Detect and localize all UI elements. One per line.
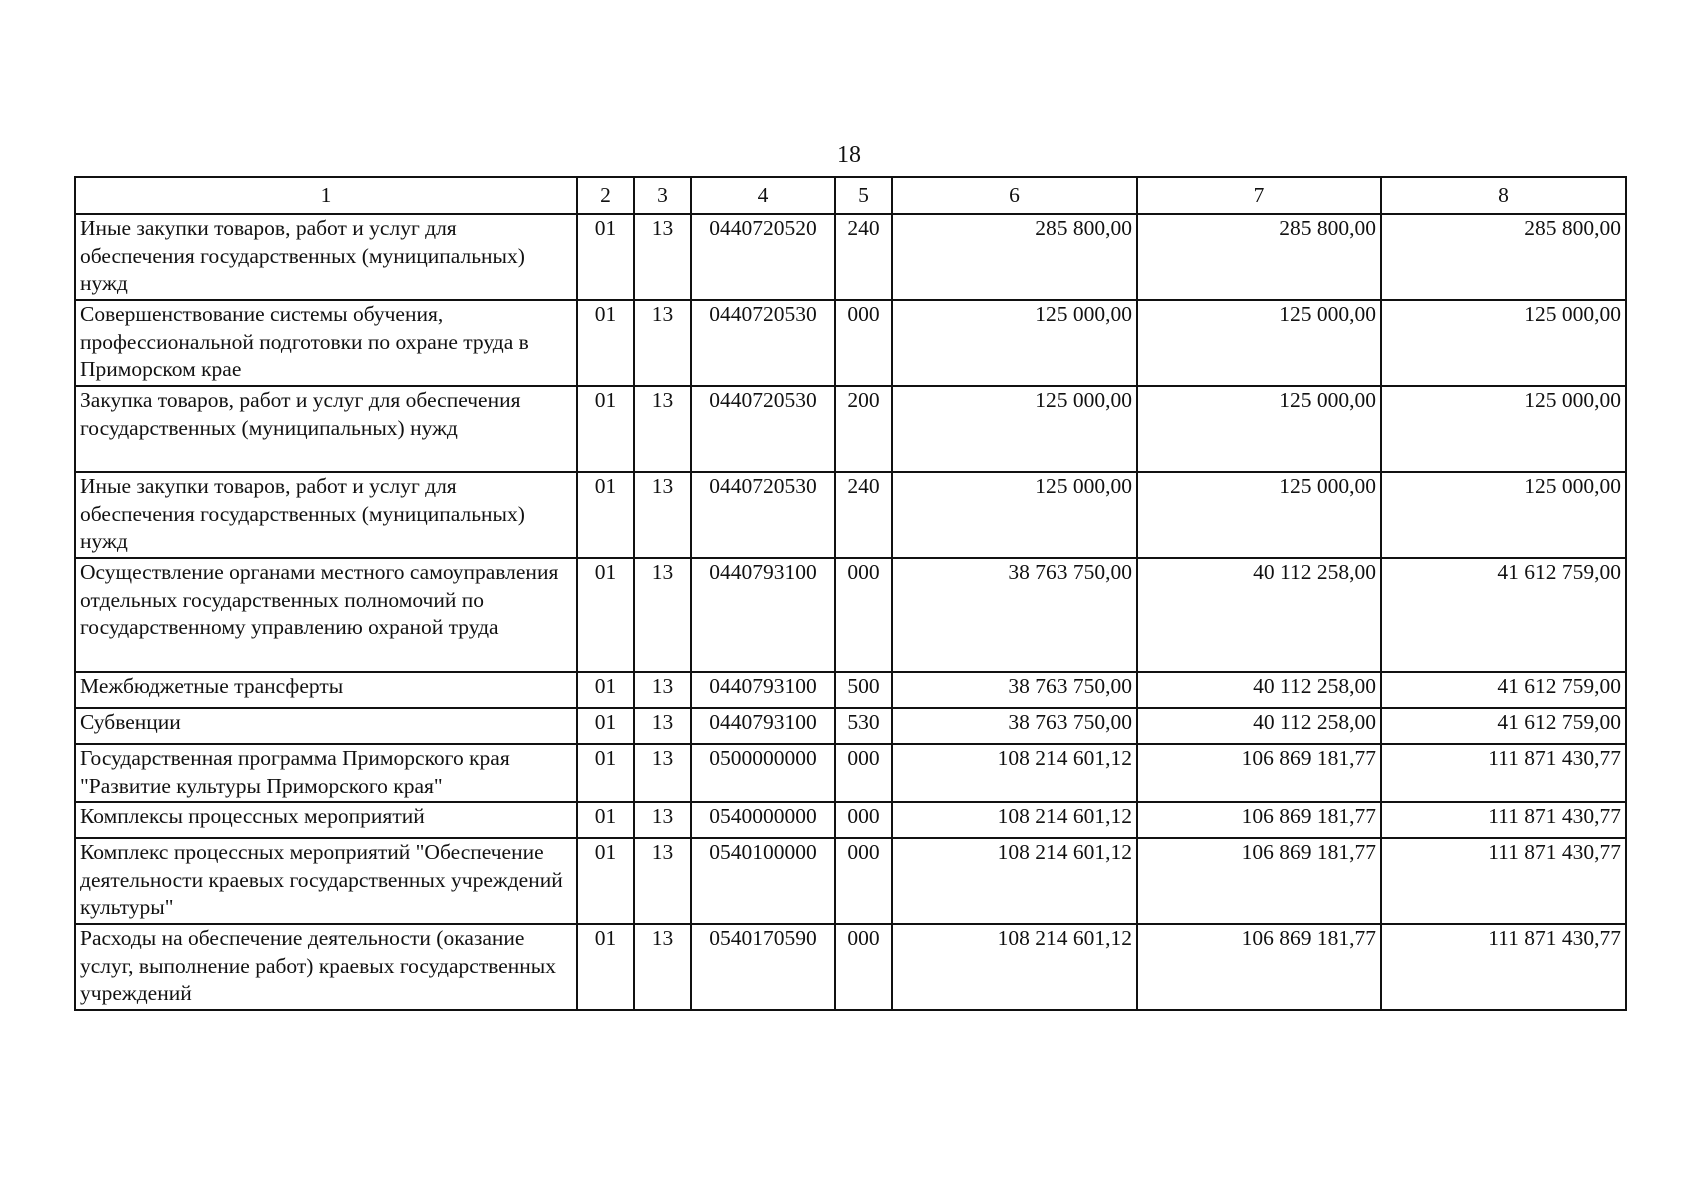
header-cell-1: 1 xyxy=(75,177,577,214)
header-cell-8: 8 xyxy=(1381,177,1626,214)
expense-name-cell: Субвенции xyxy=(75,708,577,744)
amount-col8-cell: 125 000,00 xyxy=(1381,472,1626,558)
target-item-code-cell: 0500000000 xyxy=(691,744,835,802)
header-cell-2: 2 xyxy=(577,177,634,214)
amount-col7-cell: 125 000,00 xyxy=(1137,472,1381,558)
amount-col8-cell: 125 000,00 xyxy=(1381,300,1626,386)
amount-col6-cell: 125 000,00 xyxy=(892,472,1137,558)
table-row xyxy=(75,386,1626,472)
amount-col6-cell: 108 214 601,12 xyxy=(892,838,1137,924)
amount-col6-cell: 125 000,00 xyxy=(892,300,1137,386)
section-code-cell: 01 xyxy=(577,838,634,924)
amount-col7-cell: 106 869 181,77 xyxy=(1137,924,1381,1010)
amount-col7-cell: 106 869 181,77 xyxy=(1137,802,1381,838)
header-cell-7: 7 xyxy=(1137,177,1381,214)
subsection-code-cell: 13 xyxy=(634,300,691,386)
subsection-code-cell: 13 xyxy=(634,802,691,838)
section-code-cell: 01 xyxy=(577,472,634,558)
amount-col7-cell: 40 112 258,00 xyxy=(1137,708,1381,744)
amount-col8-cell: 41 612 759,00 xyxy=(1381,558,1626,672)
amount-col8-cell: 285 800,00 xyxy=(1381,214,1626,300)
amount-col6-cell: 108 214 601,12 xyxy=(892,924,1137,1010)
amount-col7-cell: 40 112 258,00 xyxy=(1137,558,1381,672)
subsection-code-cell: 13 xyxy=(634,744,691,802)
expense-type-code-cell: 000 xyxy=(835,838,892,924)
expense-name-cell: Иные закупки товаров, работ и услуг для обеспечения государственных (муниципальных) нужд xyxy=(75,214,577,300)
target-item-code-cell: 0540000000 xyxy=(691,802,835,838)
amount-col7-cell: 125 000,00 xyxy=(1137,386,1381,472)
expense-type-code-cell: 240 xyxy=(835,472,892,558)
expense-type-code-cell: 200 xyxy=(835,386,892,472)
table-row xyxy=(75,472,1626,558)
amount-col8-cell: 111 871 430,77 xyxy=(1381,838,1626,924)
amount-col8-cell: 111 871 430,77 xyxy=(1381,744,1626,802)
expense-name-cell: Комплексы процессных мероприятий xyxy=(75,802,577,838)
amount-col6-cell: 108 214 601,12 xyxy=(892,744,1137,802)
amount-col7-cell: 125 000,00 xyxy=(1137,300,1381,386)
expense-name-cell: Государственная программа Приморского края "Развитие культуры Приморского края" xyxy=(75,744,577,802)
amount-col8-cell: 41 612 759,00 xyxy=(1381,672,1626,708)
amount-col7-cell: 40 112 258,00 xyxy=(1137,672,1381,708)
target-item-code-cell: 0440793100 xyxy=(691,672,835,708)
amount-col7-cell: 106 869 181,77 xyxy=(1137,838,1381,924)
target-item-code-cell: 0540170590 xyxy=(691,924,835,1010)
header-cell-6: 6 xyxy=(892,177,1137,214)
section-code-cell: 01 xyxy=(577,744,634,802)
table-row xyxy=(75,924,1626,1010)
section-code-cell: 01 xyxy=(577,672,634,708)
expense-name-cell: Закупка товаров, работ и услуг для обеспечения государственных (муниципальных) нужд xyxy=(75,386,577,472)
expense-type-code-cell: 240 xyxy=(835,214,892,300)
amount-col7-cell: 285 800,00 xyxy=(1137,214,1381,300)
page-number: 18 xyxy=(837,142,861,168)
section-code-cell: 01 xyxy=(577,300,634,386)
table-row xyxy=(75,672,1626,708)
amount-col6-cell: 38 763 750,00 xyxy=(892,672,1137,708)
expense-type-code-cell: 000 xyxy=(835,744,892,802)
section-code-cell: 01 xyxy=(577,558,634,672)
expense-name-cell: Межбюджетные трансферты xyxy=(75,672,577,708)
expense-type-code-cell: 000 xyxy=(835,802,892,838)
expense-name-cell: Комплекс процессных мероприятий "Обеспечение деятельности краевых государственных учреждений культуры" xyxy=(75,838,577,924)
subsection-code-cell: 13 xyxy=(634,672,691,708)
table-row xyxy=(75,558,1626,672)
section-code-cell: 01 xyxy=(577,708,634,744)
subsection-code-cell: 13 xyxy=(634,708,691,744)
amount-col8-cell: 111 871 430,77 xyxy=(1381,802,1626,838)
section-code-cell: 01 xyxy=(577,802,634,838)
amount-col6-cell: 38 763 750,00 xyxy=(892,708,1137,744)
target-item-code-cell: 0440720530 xyxy=(691,300,835,386)
table-header-row xyxy=(75,177,1626,214)
subsection-code-cell: 13 xyxy=(634,838,691,924)
table-row xyxy=(75,838,1626,924)
target-item-code-cell: 0440793100 xyxy=(691,708,835,744)
expense-type-code-cell: 500 xyxy=(835,672,892,708)
budget-table xyxy=(74,176,1627,1011)
amount-col6-cell: 108 214 601,12 xyxy=(892,802,1137,838)
target-item-code-cell: 0440720520 xyxy=(691,214,835,300)
amount-col7-cell: 106 869 181,77 xyxy=(1137,744,1381,802)
expense-type-code-cell: 530 xyxy=(835,708,892,744)
expense-name-cell: Осуществление органами местного самоуправления отдельных государственных полномочий по государственному управлению охраной труда xyxy=(75,558,577,672)
amount-col6-cell: 125 000,00 xyxy=(892,386,1137,472)
subsection-code-cell: 13 xyxy=(634,558,691,672)
section-code-cell: 01 xyxy=(577,924,634,1010)
amount-col8-cell: 41 612 759,00 xyxy=(1381,708,1626,744)
header-cell-4: 4 xyxy=(691,177,835,214)
table-row xyxy=(75,708,1626,744)
section-code-cell: 01 xyxy=(577,386,634,472)
target-item-code-cell: 0440793100 xyxy=(691,558,835,672)
amount-col8-cell: 125 000,00 xyxy=(1381,386,1626,472)
subsection-code-cell: 13 xyxy=(634,472,691,558)
subsection-code-cell: 13 xyxy=(634,214,691,300)
table-row xyxy=(75,802,1626,838)
expense-type-code-cell: 000 xyxy=(835,924,892,1010)
target-item-code-cell: 0440720530 xyxy=(691,386,835,472)
expense-name-cell: Расходы на обеспечение деятельности (оказание услуг, выполнение работ) краевых государственных учреждений xyxy=(75,924,577,1010)
target-item-code-cell: 0440720530 xyxy=(691,472,835,558)
target-item-code-cell: 0540100000 xyxy=(691,838,835,924)
subsection-code-cell: 13 xyxy=(634,924,691,1010)
table-row xyxy=(75,300,1626,386)
amount-col8-cell: 111 871 430,77 xyxy=(1381,924,1626,1010)
header-cell-3: 3 xyxy=(634,177,691,214)
amount-col6-cell: 285 800,00 xyxy=(892,214,1137,300)
section-code-cell: 01 xyxy=(577,214,634,300)
expense-type-code-cell: 000 xyxy=(835,558,892,672)
expense-name-cell: Совершенствование системы обучения, профессиональной подготовки по охране труда в Приморском крае xyxy=(75,300,577,386)
table-row xyxy=(75,214,1626,300)
header-cell-5: 5 xyxy=(835,177,892,214)
table-row xyxy=(75,744,1626,802)
amount-col6-cell: 38 763 750,00 xyxy=(892,558,1137,672)
expense-name-cell: Иные закупки товаров, работ и услуг для обеспечения государственных (муниципальных) нужд xyxy=(75,472,577,558)
expense-type-code-cell: 000 xyxy=(835,300,892,386)
subsection-code-cell: 13 xyxy=(634,386,691,472)
